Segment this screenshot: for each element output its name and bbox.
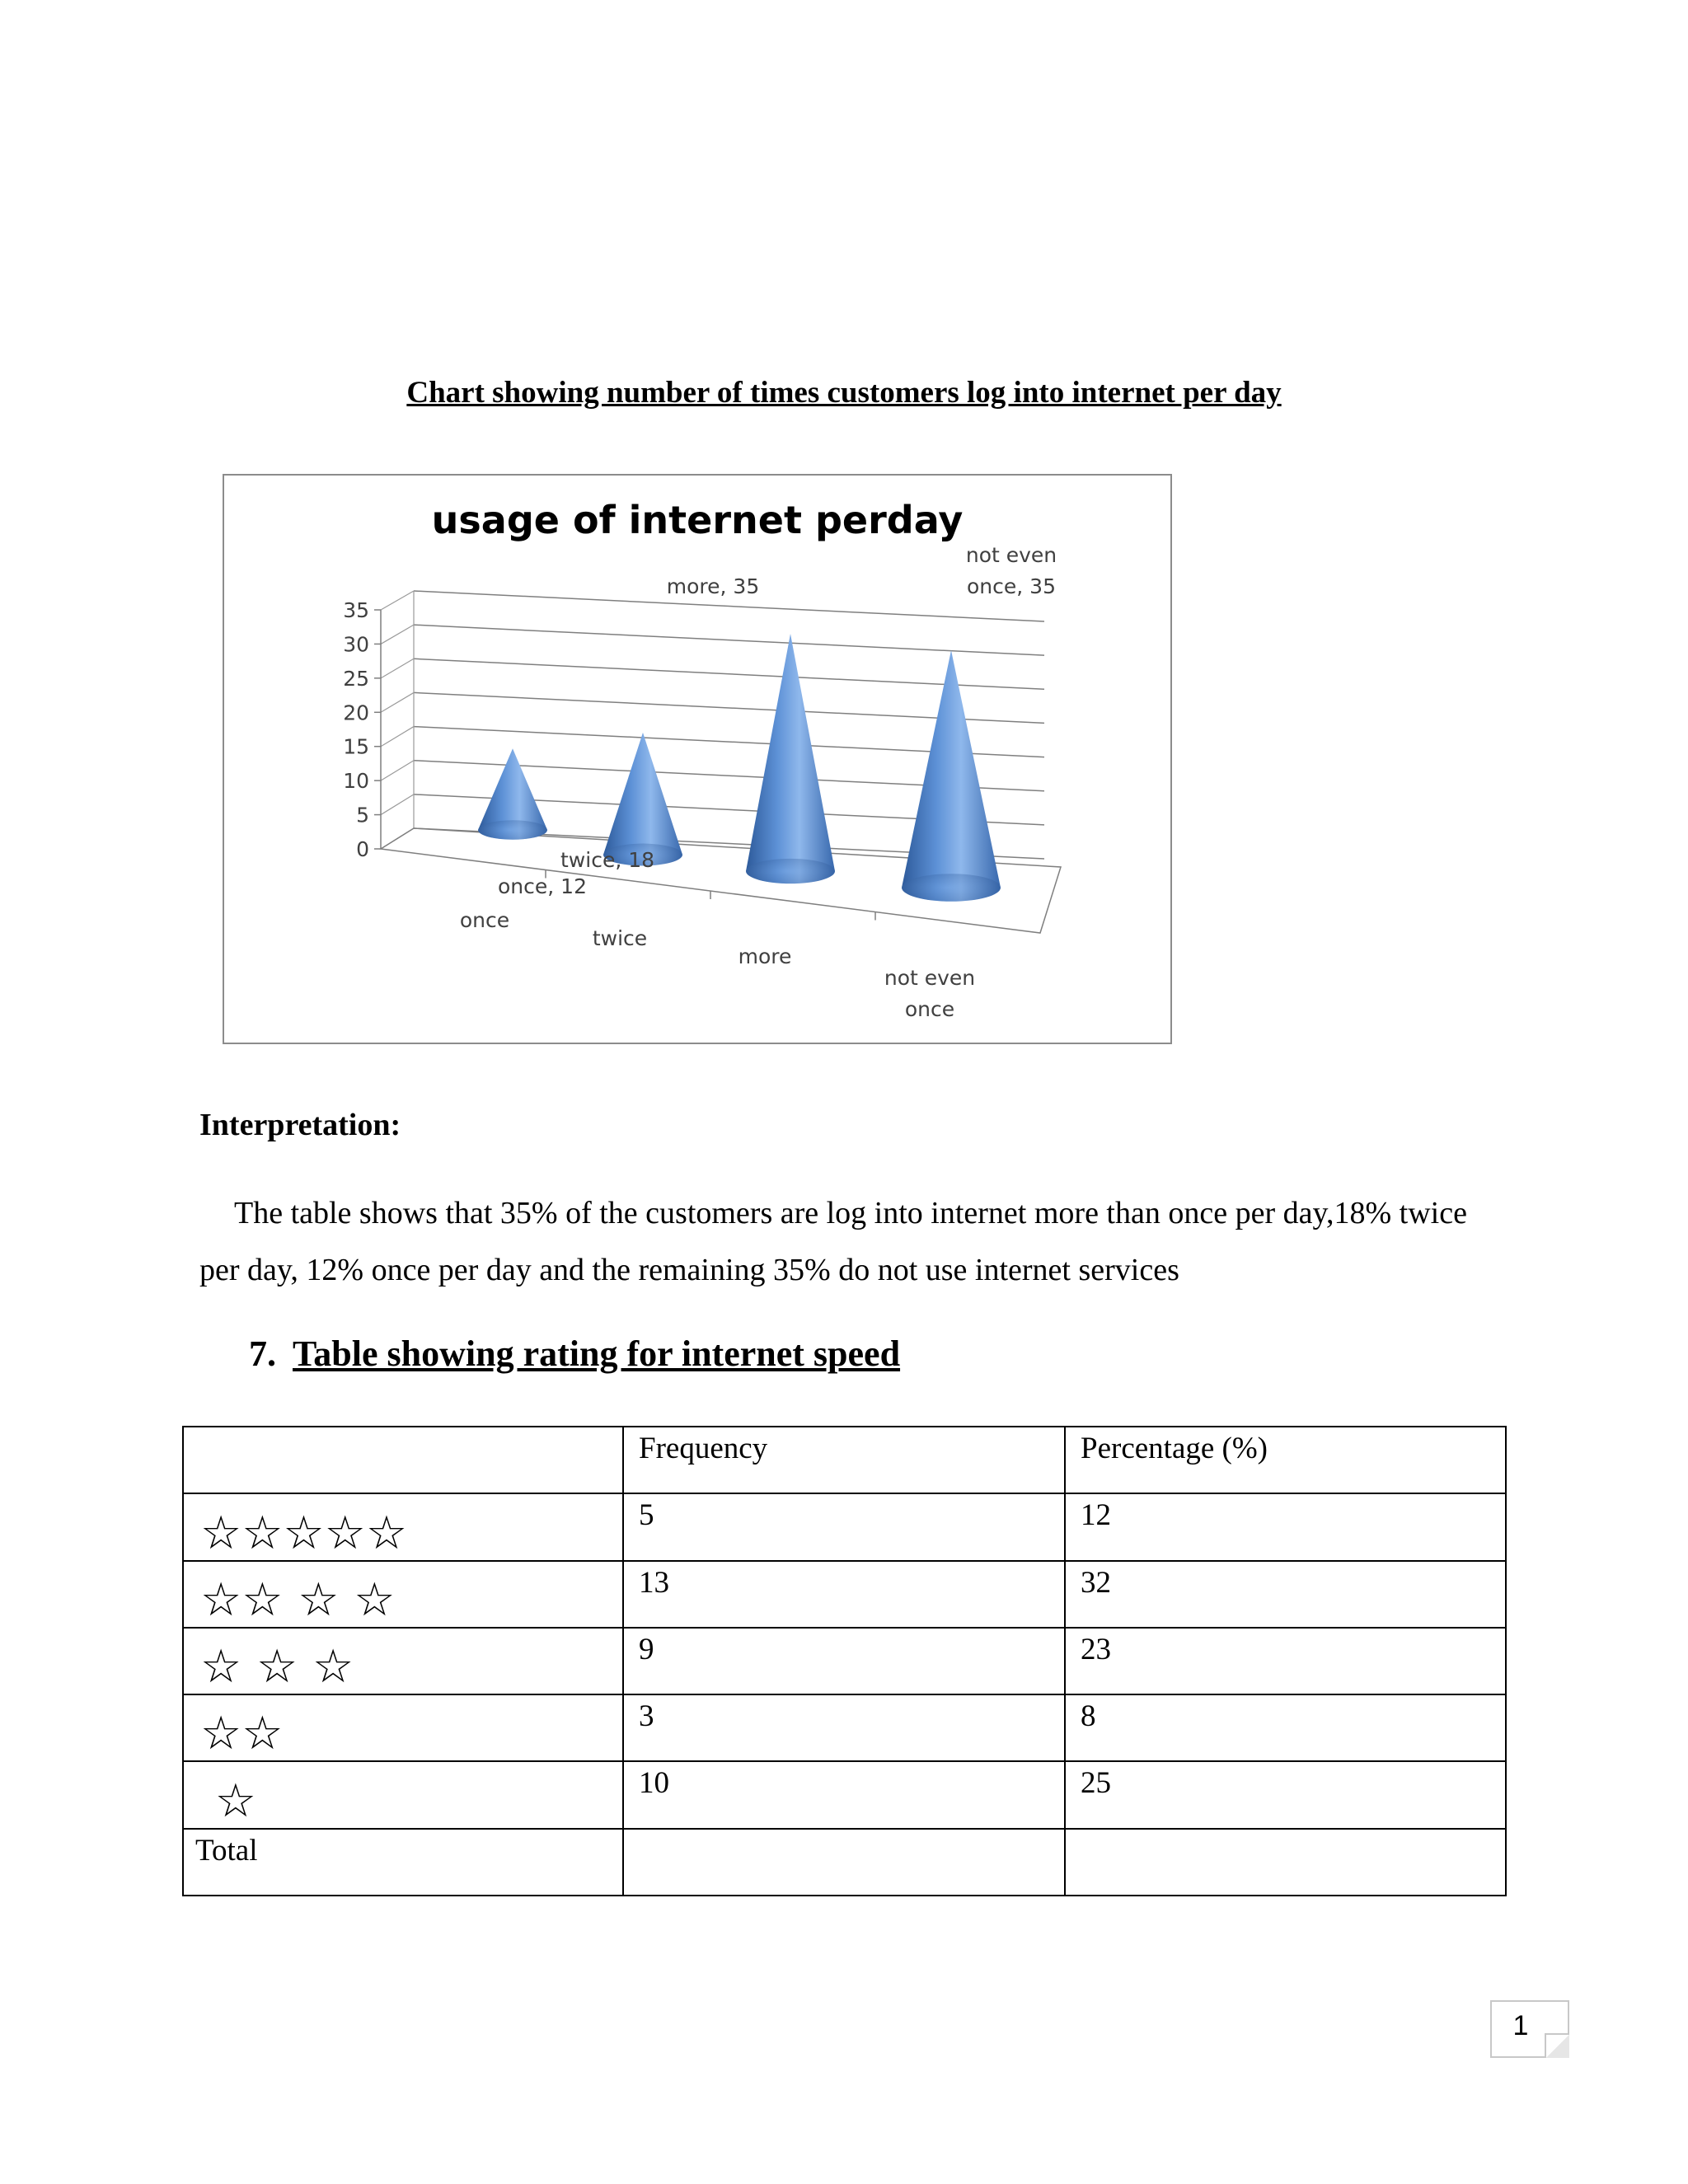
percentage-cell: 8 <box>1065 1694 1506 1761</box>
star-rating-4: ☆☆ ☆ ☆ <box>200 1572 396 1627</box>
star-rating-2: ☆☆ <box>200 1707 284 1761</box>
side-gridline <box>381 692 414 712</box>
table-row <box>183 1761 1506 1828</box>
category-label: once <box>904 997 955 1021</box>
page-number: 1 <box>1512 2010 1529 2041</box>
rating-cell <box>183 1628 623 1694</box>
y-tick-label: 5 <box>356 803 369 827</box>
table-row <box>183 1561 1506 1628</box>
y-tick-label: 10 <box>343 769 369 794</box>
cone-base <box>746 859 835 883</box>
cone-bar <box>902 650 1001 902</box>
data-label: twice, 18 <box>560 848 655 872</box>
section-number: 7. <box>249 1333 276 1374</box>
category-label: not even <box>884 966 976 990</box>
frequency-cell: 10 <box>623 1761 1065 1828</box>
category-label: once <box>459 908 510 932</box>
total-label: Total <box>183 1829 623 1896</box>
cone-bar <box>746 634 835 883</box>
side-gridline <box>381 625 414 644</box>
header-cell-percentage: Percentage (%) <box>1065 1427 1506 1493</box>
side-gridline <box>381 591 414 610</box>
y-tick-label: 15 <box>343 734 369 759</box>
frequency-cell: 13 <box>623 1561 1065 1628</box>
category-label: twice <box>592 926 648 950</box>
category-label: more <box>738 944 792 968</box>
table-row <box>183 1628 1506 1694</box>
total-frequency-cell <box>623 1829 1065 1896</box>
cone-chart <box>224 476 1170 1043</box>
header-cell-rating <box>183 1427 623 1493</box>
table-row <box>183 1493 1506 1560</box>
percentage-cell: 12 <box>1065 1493 1506 1560</box>
rating-cell <box>183 1694 623 1761</box>
total-percentage-cell <box>1065 1829 1506 1896</box>
interpretation-text: The table shows that 35% of the customers are log into internet more than once per day,18% twice per day, 12% once per day and the remaining 35% do not use internet services <box>199 1196 1467 1287</box>
data-label: not even <box>965 543 1057 567</box>
percentage-cell: 25 <box>1065 1761 1506 1828</box>
y-tick-label: 35 <box>343 598 369 622</box>
star-rating-3: ☆ ☆ ☆ <box>200 1640 354 1694</box>
side-gridline <box>381 794 414 815</box>
y-tick-label: 0 <box>356 837 369 861</box>
table-row <box>183 1694 1506 1761</box>
frequency-cell: 9 <box>623 1628 1065 1694</box>
page-fold-corner <box>1545 2033 1569 2058</box>
frequency-cell: 5 <box>623 1493 1065 1560</box>
frequency-cell: 3 <box>623 1694 1065 1761</box>
chart-container <box>223 474 1172 1044</box>
percentage-cell: 23 <box>1065 1628 1506 1694</box>
interpretation-heading: Interpretation: <box>199 1108 401 1142</box>
header-cell-frequency: Frequency <box>623 1427 1065 1493</box>
star-rating-5: ☆☆☆☆☆ <box>200 1506 408 1560</box>
rating-cell <box>183 1761 623 1828</box>
data-label: once, 35 <box>967 574 1056 598</box>
page-number-box <box>1490 2000 1569 2058</box>
section-title: Table showing rating for internet speed <box>293 1333 901 1374</box>
chart-title: usage of internet perday <box>431 498 964 542</box>
data-label: more, 35 <box>666 574 760 598</box>
y-tick-label: 30 <box>343 632 369 657</box>
y-tick-label: 20 <box>343 701 369 725</box>
y-tick-label: 25 <box>343 666 369 691</box>
percentage-cell: 32 <box>1065 1561 1506 1628</box>
rating-cell <box>183 1561 623 1628</box>
cone-base <box>478 820 547 840</box>
side-gridline <box>381 761 414 780</box>
table-header-row <box>183 1427 1506 1493</box>
rating-cell <box>183 1493 623 1560</box>
cone-base <box>902 874 1001 902</box>
data-label: once, 12 <box>498 874 587 898</box>
gridline <box>414 625 1044 655</box>
star-rating-1: ☆ <box>200 1774 257 1828</box>
side-gridline <box>381 727 414 747</box>
table-total-row <box>183 1829 1506 1896</box>
side-gridline <box>381 658 414 678</box>
rating-table <box>182 1426 1507 1896</box>
chart-heading: Chart showing number of times customers log into internet per day <box>406 376 1282 410</box>
section-heading <box>249 1333 900 1375</box>
